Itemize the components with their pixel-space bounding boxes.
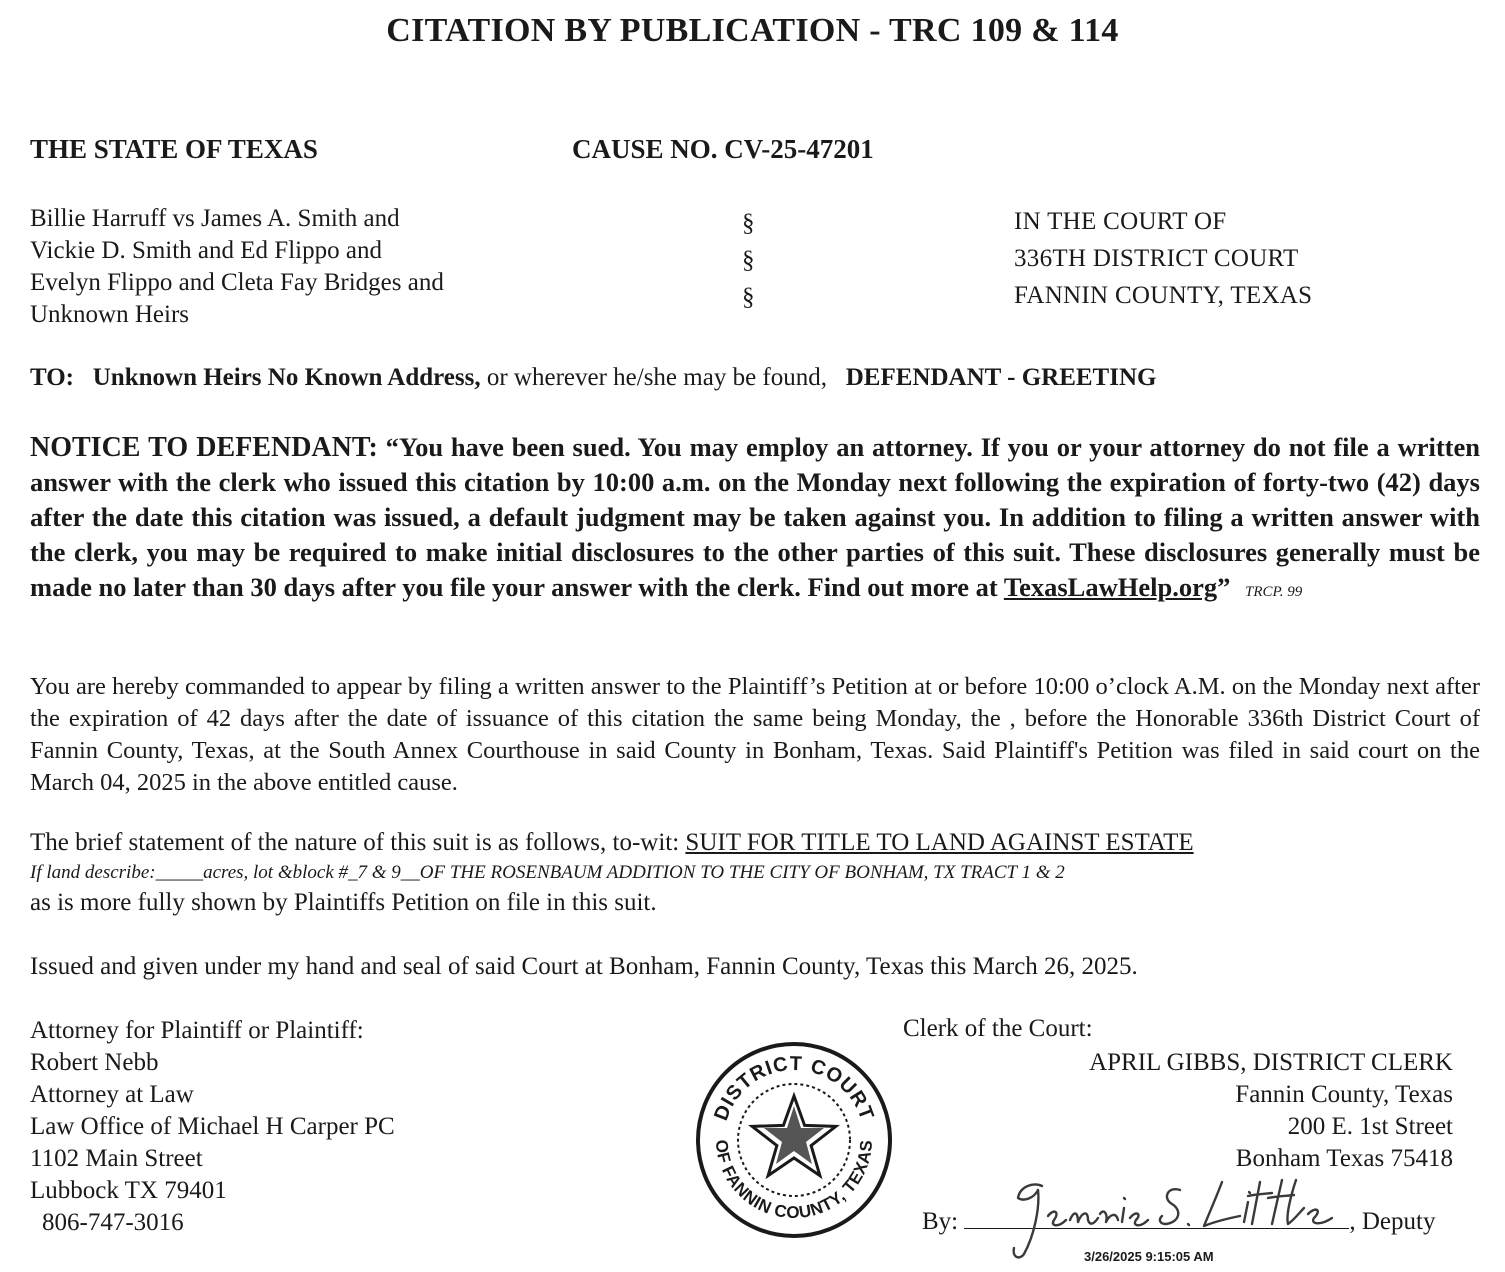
party-line: Evelyn Flippo and Cleta Fay Bridges and <box>30 269 444 296</box>
attorney-label: Attorney for Plaintiff or Plaintiff: <box>30 1017 364 1044</box>
attorney-line: Robert Nebb <box>30 1049 159 1076</box>
clerk-block <box>1089 1047 1453 1175</box>
notice-label: NOTICE TO DEFENDANT: <box>30 432 378 463</box>
section-mark: § <box>742 284 755 311</box>
case-parties <box>30 203 444 331</box>
issued-statement: Issued and given under my hand and seal of said Court at Bonham, Fannin County, Texas this March 26, 2025. <box>30 953 1138 980</box>
court-line: IN THE COURT OF <box>1014 208 1227 235</box>
as-is-statement: as is more fully shown by Plaintiffs Petition on file in this suit. <box>30 889 657 916</box>
court-seal <box>694 1040 894 1240</box>
clerk-label: Clerk of the Court: <box>903 1015 1093 1042</box>
attorney-line: Law Office of Michael H Carper PC <box>30 1113 395 1140</box>
command-paragraph: You are hereby commanded to appear by filing a written answer to the Plaintiff’s Petition at or before 10:00 o’clock A.M. on the Monday next after the expiration of 42 days after the date of issuance of this citation the same being Monday, the , before the Honorable 336th District Court of Fannin County, Texas, at the South Annex Courthouse in said County in Bonham, Texas. Said Plaintiff's Petition was filed in said court on the March 04, 2025 in the above entitled cause. <box>30 673 1480 796</box>
party-line: Billie Harruff vs James A. Smith and <box>30 205 400 232</box>
seal-bottom-text: OF FANNIN COUNTY, TEXAS <box>711 1138 877 1223</box>
suit-nature: SUIT FOR TITLE TO LAND AGAINST ESTATE <box>685 829 1194 856</box>
seal-top-text: DISTRICT COURT <box>710 1052 878 1124</box>
deputy-label: , Deputy <box>1349 1208 1436 1235</box>
court-block <box>1014 203 1312 314</box>
attorney-line: Attorney at Law <box>30 1081 194 1108</box>
timestamp: 3/26/2025 9:15:05 AM <box>1084 1249 1214 1264</box>
section-mark: § <box>742 210 755 237</box>
defendant-name: Unknown Heirs No Known Address, <box>92 364 481 391</box>
clerk-line: APRIL GIBBS, DISTRICT CLERK <box>1089 1049 1453 1076</box>
notice-to-defendant <box>30 430 1480 610</box>
attorney-line: Lubbock TX 79401 <box>30 1177 227 1204</box>
court-line: 336TH DISTRICT COURT <box>1014 245 1299 272</box>
section-marks <box>742 205 755 316</box>
attorney-phone: 806-747-3016 <box>42 1209 184 1236</box>
brief-statement <box>30 829 1194 857</box>
attorney-block <box>30 1015 395 1239</box>
clerk-line: Bonham Texas 75418 <box>1235 1145 1453 1172</box>
texaslawhelp-link[interactable]: TexasLawHelp.org <box>1003 572 1218 602</box>
clerk-line: 200 E. 1st Street <box>1287 1113 1453 1140</box>
by-label: By: <box>922 1208 959 1235</box>
attorney-line: 1102 Main Street <box>30 1145 203 1172</box>
greeting: DEFENDANT - GREETING <box>845 364 1157 391</box>
to-text: or wherever he/she may be found, <box>486 364 827 391</box>
notice-close-quote: ” <box>1217 572 1231 602</box>
to-line <box>30 364 1156 392</box>
land-description: If land describe:_____acres, lot &block #_7 & 9__OF THE ROSENBAUM ADDITION TO THE CITY OF BONHAM, TX TRACT 1 & 2 <box>30 862 1065 883</box>
document-title: CITATION BY PUBLICATION - TRC 109 & 114 <box>386 12 1119 49</box>
court-line: FANNIN COUNTY, TEXAS <box>1014 282 1313 309</box>
clerk-line: Fannin County, Texas <box>1235 1081 1453 1108</box>
cause-number: CAUSE NO. CV-25-47201 <box>572 134 874 164</box>
brief-prefix: The brief statement of the nature of this suit is as follows, to-wit: <box>30 829 680 856</box>
state-heading: THE STATE OF TEXAS <box>30 134 318 164</box>
star-icon <box>752 1096 836 1176</box>
notice-body: “You have been sued. You may employ an attorney. If you or your attorney do not file a written answer with the clerk who issued this citation by 10:00 a.m. on the Monday next following the expiration of forty-two (42) days after the date this citation was issued, a default judgment may be taken against you. In addition to filing a written answer with the clerk, you may be required to make initial disclosures to the other parties of this suit. These disclosures generally must be made no later than 30 days after you file your answer with the clerk. Find out more at <box>30 432 1480 602</box>
notice-reference: TRCP. 99 <box>1244 584 1303 600</box>
party-line: Unknown Heirs <box>30 301 190 328</box>
party-line: Vickie D. Smith and Ed Flippo and <box>30 237 382 264</box>
section-mark: § <box>742 247 755 274</box>
to-label: TO: <box>30 364 74 391</box>
